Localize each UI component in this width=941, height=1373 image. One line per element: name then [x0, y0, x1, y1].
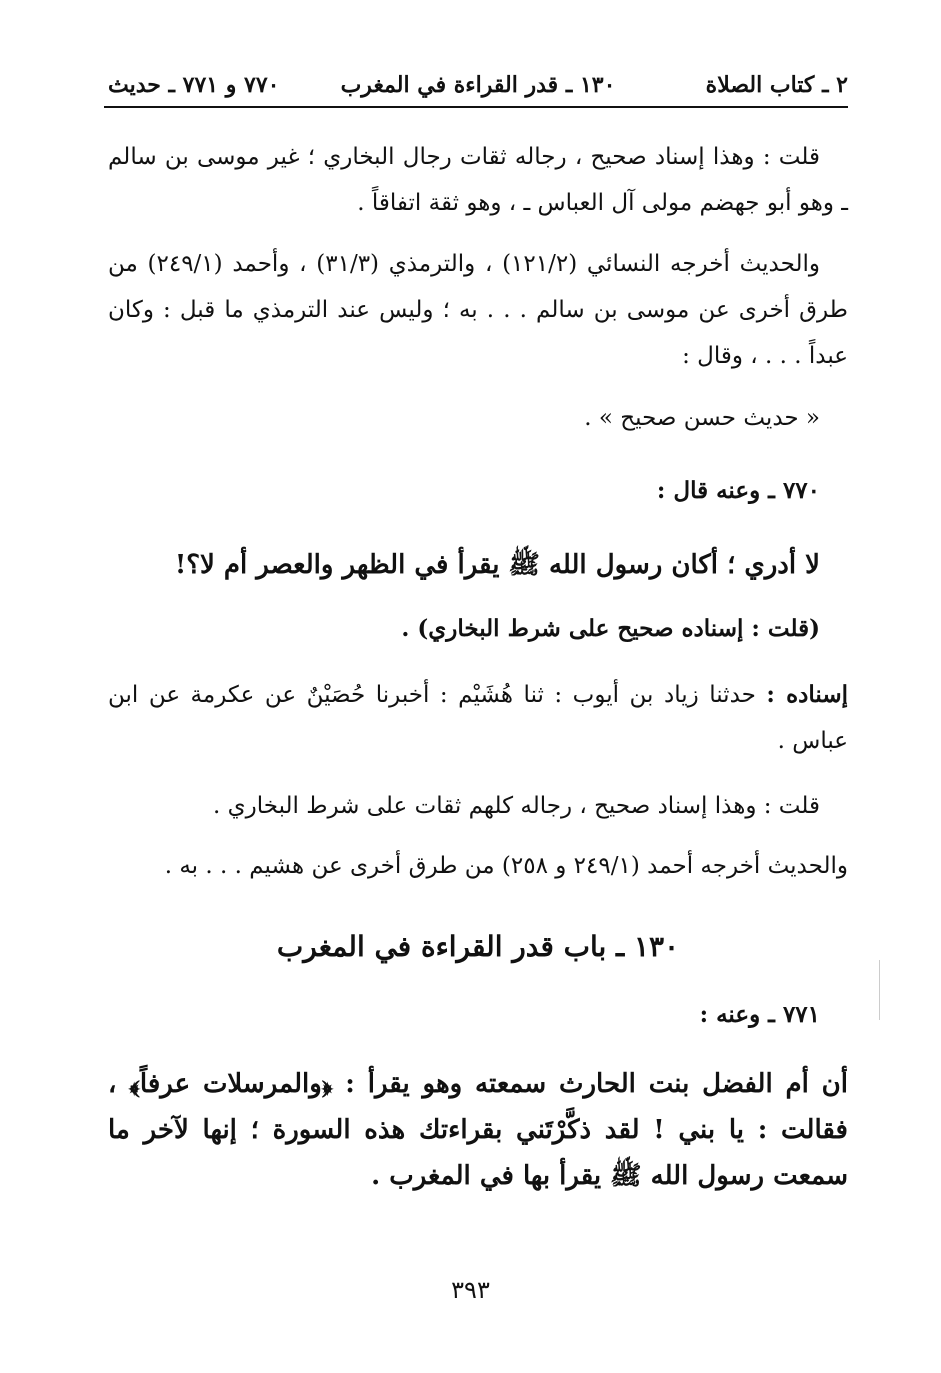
paragraph-takhrij: والحديث أخرجه النسائي (١٢١/٢) ، والترمذي (٣١/٣) ، وأحمد (٢٤٩/١) من طرق أخرى عن موسى بن سالم . . . به ؛ وليس عند الترمذي ما قبل : وكان عبداً . . . ، وقال :	[108, 251, 848, 369]
margin-mark	[879, 960, 880, 1020]
paragraph-isnad-note: قلت : وهذا إسناد صحيح ، رجاله كلهم ثقات على شرط البخاري .	[212, 793, 820, 819]
hadith-770-number: ٧٧٠ ـ وعنه قال :	[656, 477, 820, 504]
chapter-heading: ١٣٠ ـ باب قدر القراءة في المغرب	[276, 930, 680, 963]
header-section: ١٣٠ ـ قدر القراءة في المغرب	[340, 72, 616, 98]
hadith-770-isnad	[108, 672, 848, 764]
paragraph-tirmidhi-quote: « حديث حسن صحيح » .	[584, 405, 820, 431]
hadith-771-number: ٧٧١ ـ وعنه :	[699, 1001, 820, 1028]
hadith-770-text: لا أدري ؛ أكان رسول الله ﷺ يقرأ في الظهر والعصر أم لا؟!	[174, 550, 820, 580]
isnad-label: إسناده :	[766, 681, 848, 708]
paragraph-grading-note: قلت : وهذا إسناد صحيح ، رجاله ثقات رجال البخاري ؛ غير موسى بن سالم ـ وهو أبو جهضم مولى آل العباس ـ ، وهو ثقة اتفاقاً .	[108, 144, 848, 216]
isnad-text: حدثنا زياد بن أيوب : ثنا هُشَيْم : أخبرنا حُصَيْنٌ عن عكرمة عن ابن عباس .	[108, 682, 848, 754]
hadith-770-grading: (قلت : إسناده صحيح على شرط البخاري) .	[401, 615, 820, 642]
header-chapter: ٢ ـ كتاب الصلاة	[705, 72, 848, 98]
hadith-771-text: أن أم الفضل بنت الحارث سمعته وهو يقرأ : ﴿والمرسلات عرفاً﴾ ، فقالت : يا بني ! لقد ذكَّرْتَني بقراءتك هذه السورة ؛ إنها لآخر ما سمعت رسول الله ﷺ يقرأ بها في المغرب .	[108, 1069, 848, 1191]
header-divider	[104, 106, 848, 108]
header-hadith-range: ٧٧٠ و ٧٧١ ـ حديث	[108, 72, 280, 98]
running-header	[108, 68, 848, 104]
page-number: ٣٩٣	[451, 1276, 490, 1304]
paragraph-ahmad-takhrij: والحديث أخرجه أحمد (٢٤٩/١ و ٢٥٨) من طرق أخرى عن هشيم . . . به .	[164, 853, 848, 879]
